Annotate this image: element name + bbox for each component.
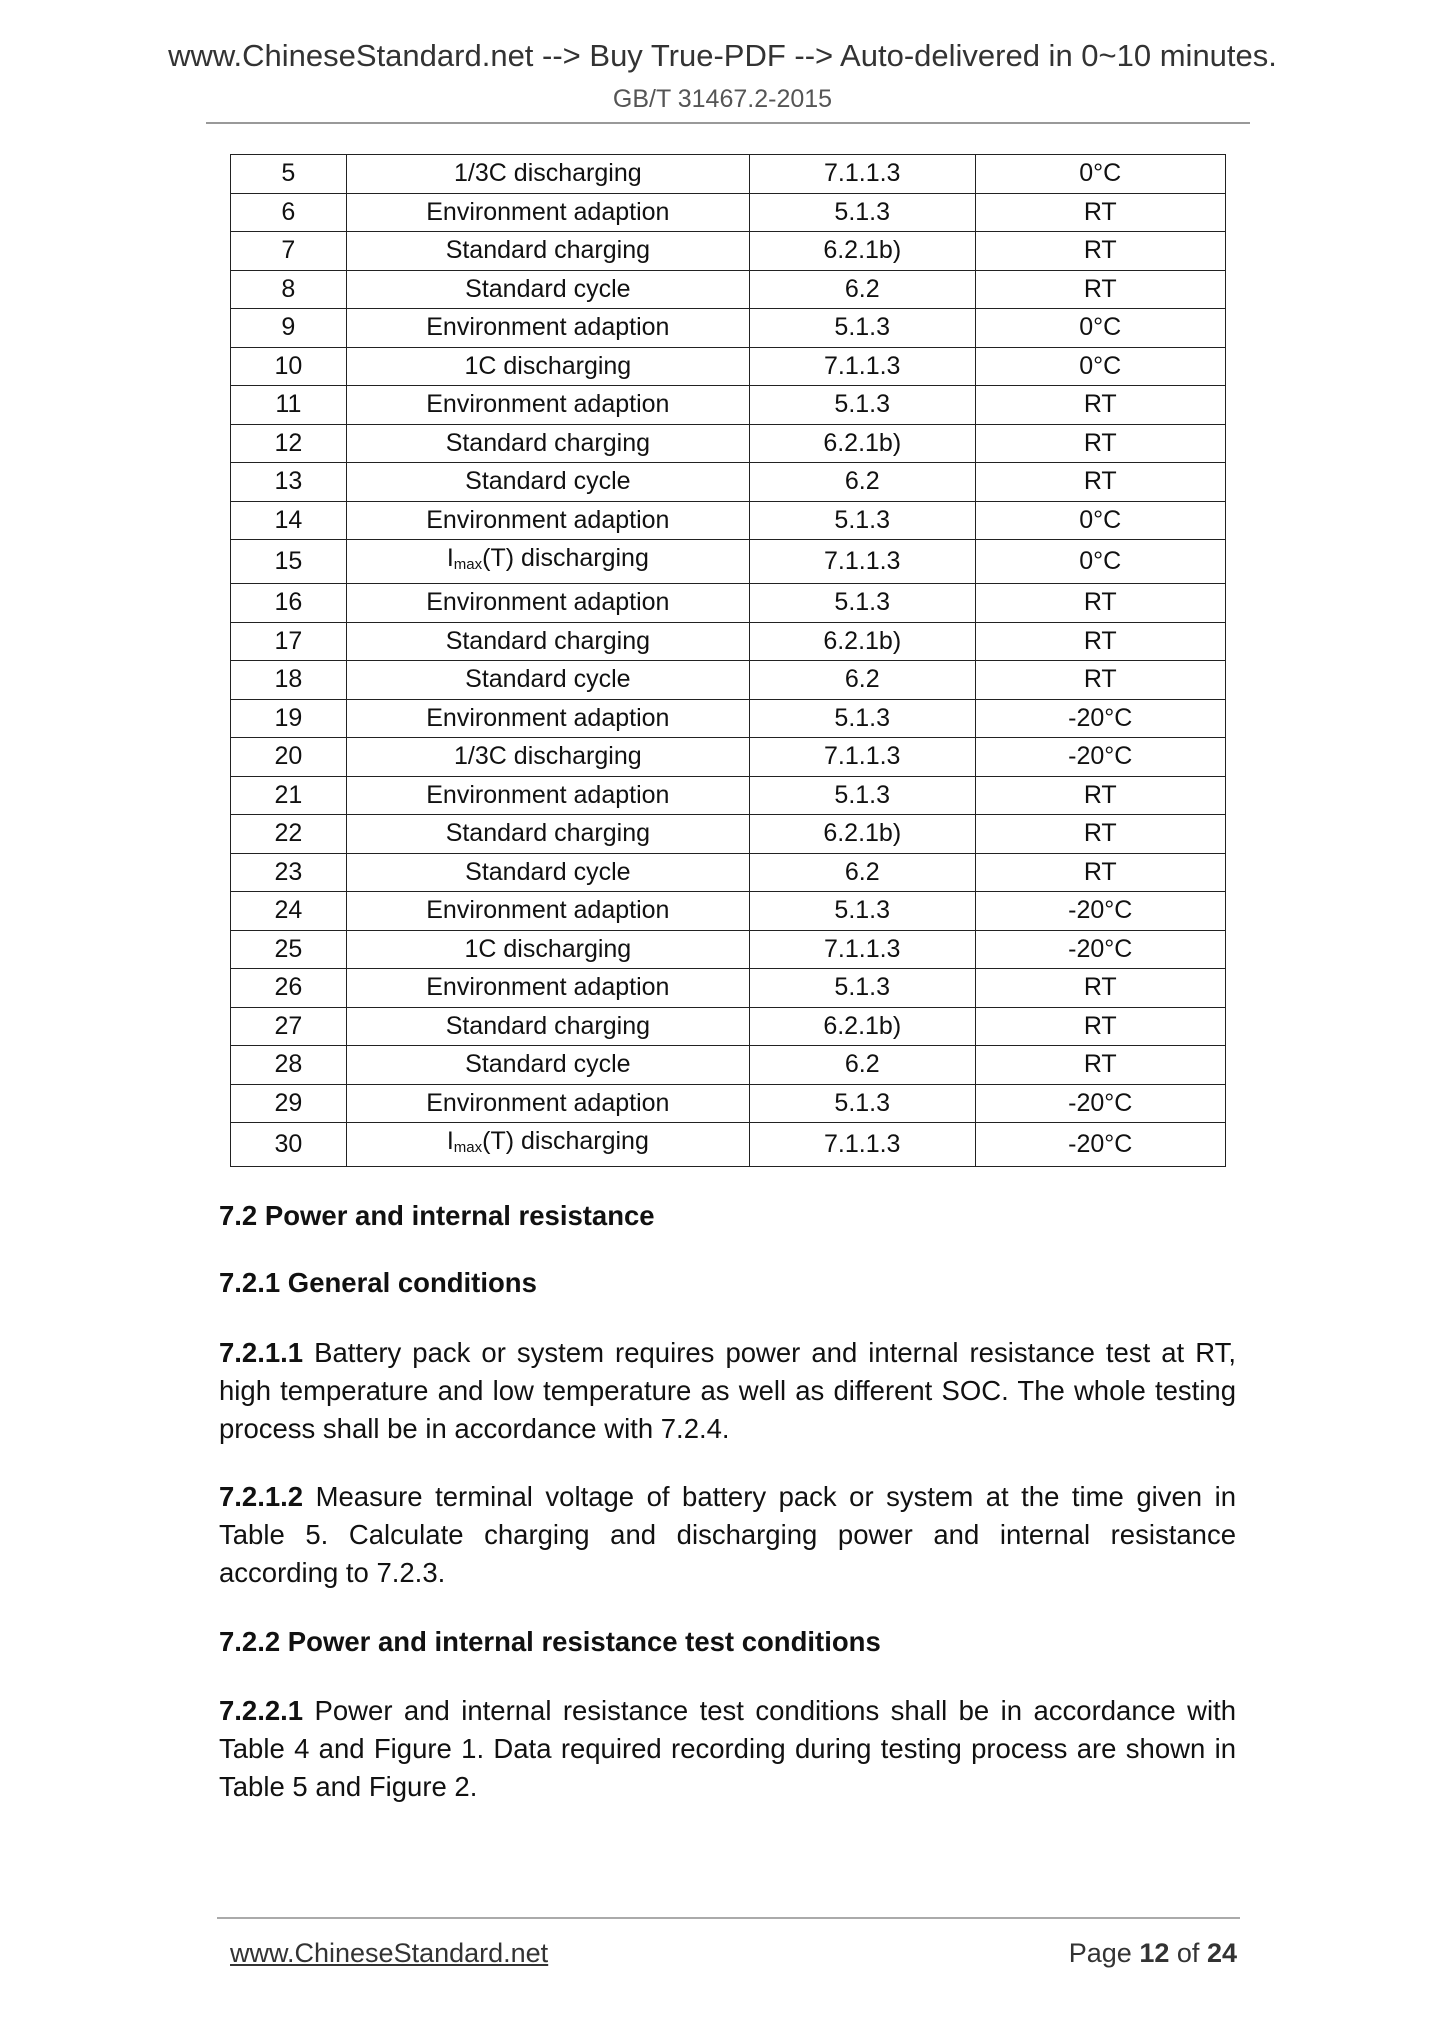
table-row [231,1007,1226,1046]
clause-reference: 6.2 [749,661,975,700]
clause-reference: 5.1.3 [749,386,975,425]
test-item: $I_{max}(T)$ discharging [346,540,749,584]
table-row [231,347,1226,386]
step-number: 5 [231,155,347,194]
page-word: Page [1068,1938,1132,1968]
temperature: -20°C [975,1123,1225,1167]
clause-reference: 6.2.1b) [749,815,975,854]
clause-number: 7.2.1.2 [219,1481,304,1512]
table-row [231,584,1226,623]
test-item: Standard cycle [346,853,749,892]
step-number: 24 [231,892,347,931]
table-row [231,270,1226,309]
step-number: 10 [231,347,347,386]
table-row [231,930,1226,969]
step-number: 14 [231,501,347,540]
temperature: RT [975,622,1225,661]
table-row [231,661,1226,700]
header-divider [206,122,1250,124]
test-item: Environment adaption [346,193,749,232]
page-number: 12 [1139,1938,1170,1968]
temperature: RT [975,853,1225,892]
step-number: 7 [231,232,347,271]
temperature: RT [975,386,1225,425]
table-row [231,155,1226,194]
clause-reference: 6.2 [749,270,975,309]
clause-reference: 5.1.3 [749,309,975,348]
temperature: -20°C [975,1084,1225,1123]
step-number: 15 [231,540,347,584]
clause-reference: 5.1.3 [749,1084,975,1123]
test-item: $I_{max}(T)$ discharging [346,1123,749,1167]
table-row [231,815,1226,854]
section-heading: 7.2 Power and internal resistance [219,1200,655,1231]
table-row [231,1123,1226,1167]
of-word: of [1176,1938,1200,1968]
temperature: -20°C [975,699,1225,738]
subsection-heading: 7.2.2 Power and internal resistance test conditions [219,1626,881,1657]
test-item: Standard cycle [346,463,749,502]
subsection-heading: 7.2.1 General conditions [219,1267,537,1298]
temperature: RT [975,1046,1225,1085]
test-item: Standard cycle [346,1046,749,1085]
test-item: Standard cycle [346,661,749,700]
test-item: Environment adaption [346,386,749,425]
step-number: 27 [231,1007,347,1046]
doc-code: GB/T 31467.2-2015 [612,85,833,113]
test-item: Standard charging [346,232,749,271]
paragraph [219,1334,1236,1448]
test-item: Environment adaption [346,699,749,738]
temperature: -20°C [975,738,1225,777]
temperature: 0°C [975,501,1225,540]
temperature: RT [975,463,1225,502]
test-item: Environment adaption [346,969,749,1008]
temperature: -20°C [975,930,1225,969]
step-number: 26 [231,969,347,1008]
clause-reference: 6.2.1b) [749,424,975,463]
page-total: 24 [1206,1938,1237,1968]
paragraph-text: Battery pack or system requires power and internal resistance test at RT, high temperature and low temperature as well as different SOC. The whole testing process shall be in accordance with 7.2.4. [219,1337,1236,1444]
temperature: RT [975,193,1225,232]
step-number: 17 [231,622,347,661]
clause-reference: 6.2 [749,463,975,502]
test-item: Standard cycle [346,270,749,309]
step-number: 21 [231,776,347,815]
table-row [231,501,1226,540]
table-row [231,1046,1226,1085]
clause-reference: 7.1.1.3 [749,738,975,777]
temperature: RT [975,815,1225,854]
temperature: 0°C [975,347,1225,386]
footer-divider [217,1917,1240,1919]
paragraph-text: Power and internal resistance test conditions shall be in accordance with Table 4 and Figure 1. Data required recording during testing process are shown in Table 5 and Figure 2. [219,1695,1236,1802]
page-indicator [1069,1938,1237,1969]
step-number: 22 [231,815,347,854]
step-number: 19 [231,699,347,738]
temperature: RT [975,270,1225,309]
step-number: 9 [231,309,347,348]
test-item: 1/3C discharging [346,155,749,194]
test-item: Standard charging [346,1007,749,1046]
table-row [231,463,1226,502]
clause-number: 7.2.1.1 [219,1337,304,1368]
table-row [231,622,1226,661]
step-number: 29 [231,1084,347,1123]
step-number: 8 [231,270,347,309]
paragraph-text: Measure terminal voltage of battery pack or system at the time given in Table 5. Calculate charging and discharging power and internal resistance according to 7.2.3. [219,1481,1236,1588]
clause-reference: 6.2 [749,1046,975,1085]
footer-link[interactable]: www.ChineseStandard.net [230,1938,549,1968]
test-item: 1/3C discharging [346,738,749,777]
step-number: 23 [231,853,347,892]
test-item: 1C discharging [346,347,749,386]
table-row [231,232,1226,271]
temperature: RT [975,661,1225,700]
paragraph [219,1478,1236,1592]
step-number: 13 [231,463,347,502]
step-number: 20 [231,738,347,777]
table-row [231,424,1226,463]
clause-reference: 7.1.1.3 [749,930,975,969]
clause-reference: 6.2.1b) [749,232,975,271]
test-item: Standard charging [346,424,749,463]
test-item: Environment adaption [346,501,749,540]
test-item: Standard charging [346,815,749,854]
temperature: 0°C [975,155,1225,194]
clause-reference: 5.1.3 [749,969,975,1008]
step-number: 18 [231,661,347,700]
test-item: Environment adaption [346,584,749,623]
table-row [231,892,1226,931]
test-item: Standard charging [346,622,749,661]
table-row [231,386,1226,425]
header-banner[interactable]: www.ChineseStandard.net --> Buy True-PDF --> Auto-delivered in 0~10 minutes. [168,38,1277,73]
step-number: 11 [231,386,347,425]
step-number: 6 [231,193,347,232]
clause-reference: 5.1.3 [749,193,975,232]
temperature: RT [975,424,1225,463]
clause-reference: 5.1.3 [749,699,975,738]
test-item: Environment adaption [346,776,749,815]
clause-reference: 5.1.3 [749,584,975,623]
table-row [231,969,1226,1008]
temperature: RT [975,776,1225,815]
table-row [231,776,1226,815]
clause-reference: 6.2.1b) [749,1007,975,1046]
temperature: 0°C [975,309,1225,348]
step-number: 28 [231,1046,347,1085]
clause-reference: 7.1.1.3 [749,540,975,584]
table-row [231,853,1226,892]
test-procedure-table [230,154,1226,1167]
paragraph [219,1692,1236,1806]
clause-reference: 5.1.3 [749,892,975,931]
table-row [231,309,1226,348]
clause-reference: 5.1.3 [749,501,975,540]
clause-reference: 7.1.1.3 [749,1123,975,1167]
test-item: Environment adaption [346,309,749,348]
clause-reference: 7.1.1.3 [749,347,975,386]
clause-reference: 6.2.1b) [749,622,975,661]
clause-reference: 6.2 [749,853,975,892]
step-number: 12 [231,424,347,463]
test-item: Environment adaption [346,1084,749,1123]
clause-reference: 7.1.1.3 [749,155,975,194]
temperature: RT [975,969,1225,1008]
table-row [231,1084,1226,1123]
temperature: RT [975,1007,1225,1046]
clause-number: 7.2.2.1 [219,1695,304,1726]
table-row [231,738,1226,777]
temperature: 0°C [975,540,1225,584]
step-number: 16 [231,584,347,623]
temperature: -20°C [975,892,1225,931]
table-row [231,193,1226,232]
step-number: 30 [231,1123,347,1167]
table-row [231,699,1226,738]
temperature: RT [975,232,1225,271]
test-item: Environment adaption [346,892,749,931]
table-row [231,540,1226,584]
step-number: 25 [231,930,347,969]
temperature: RT [975,584,1225,623]
test-item: 1C discharging [346,930,749,969]
clause-reference: 5.1.3 [749,776,975,815]
